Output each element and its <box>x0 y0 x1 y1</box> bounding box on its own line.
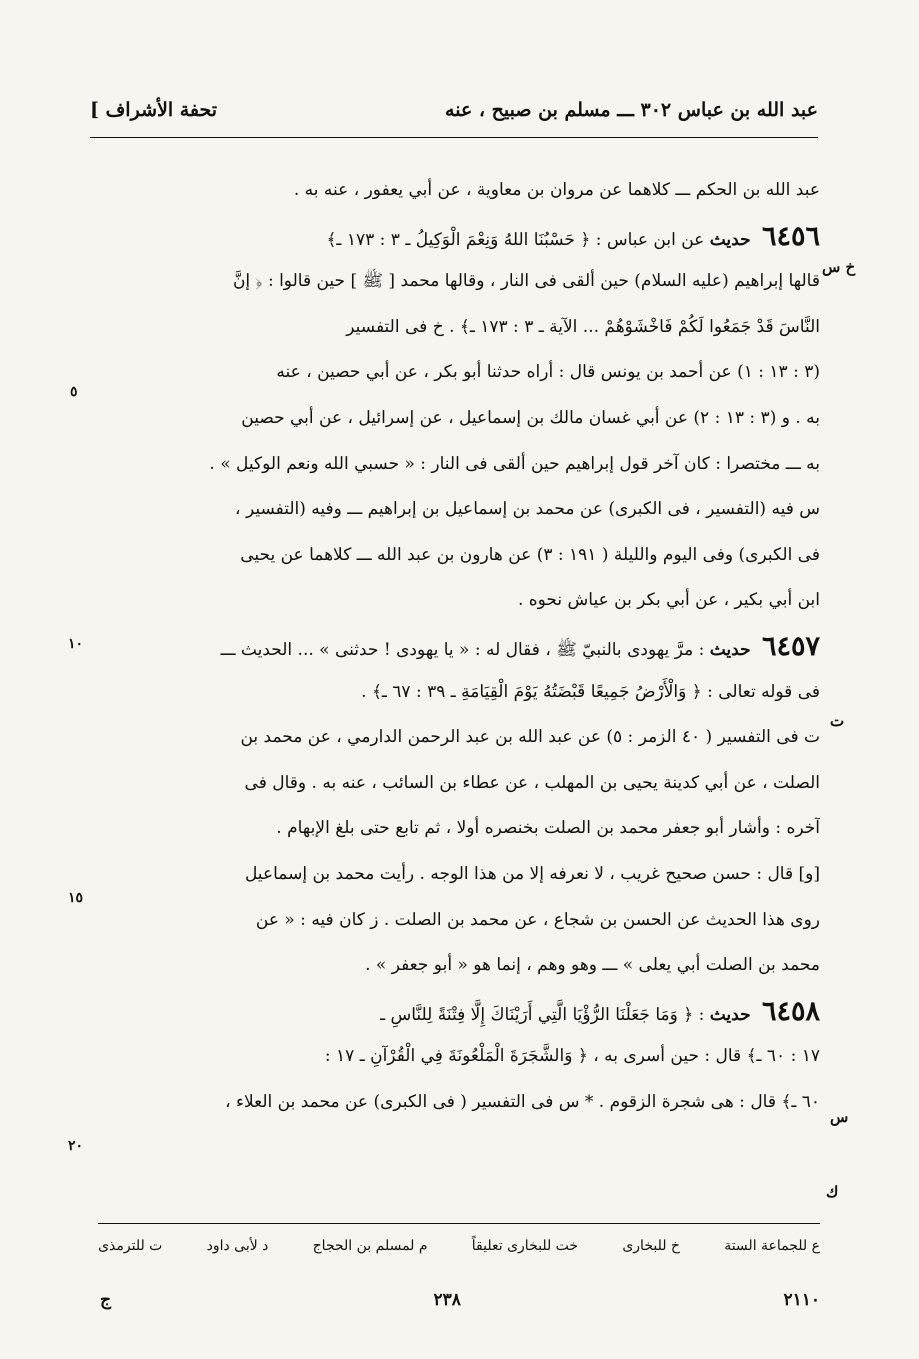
text-line: آخره : وأشار أبو جعفر محمد بن الصلت بخنصره أولا ، ثم تابع حتى بلغ الإبهام . <box>276 818 820 839</box>
legend-item: ع للجماعة الستة <box>724 1238 820 1254</box>
page-footer <box>100 1290 820 1310</box>
text-line: فى قوله تعالى : ﴿ وَالْأَرْضُ جَمِيعًا قَبْضَتُهُ يَوْمَ الْقِيَامَةِ ـ ٣٩ : ٦٧ ـ﴾ . <box>361 681 820 702</box>
text-line: [و] قال : حسن صحيح غريب ، لا نعرفه إلا من هذا الوجه . رأيت محمد بن إسماعيل <box>244 863 820 884</box>
main-text <box>98 168 820 1125</box>
header-book-title: [ تحفة الأشراف <box>90 99 218 121</box>
legend-item: د لأبى داود <box>206 1238 269 1254</box>
sigla-legend <box>98 1238 820 1254</box>
hadith-number: ٦٤٥٦ <box>761 220 820 252</box>
running-header <box>90 92 818 128</box>
text-line: الصلت ، عن أبي كدينة يحيى بن المهلب ، عن عطاء بن السائب ، عنه به . وقال فى <box>244 772 820 793</box>
line-number: ١٥ <box>68 890 84 906</box>
line-number: ٢٠ <box>68 1138 84 1154</box>
margin-siglum: ك <box>826 1183 839 1201</box>
volume-marker: ج <box>100 1290 111 1310</box>
legend-item: خ للبخارى <box>622 1238 680 1254</box>
line-number: ١٠ <box>68 636 84 652</box>
text-line: (٣ : ١٣ : ١) عن أحمد بن يونس قال : أراه حدثنا أبو بكر ، عن أبي حصين ، عنه <box>276 362 820 383</box>
legend-item: خت للبخارى تعليقاً <box>471 1238 579 1254</box>
hadith-heading: ٦٤٥٨ حديث : ﴿ وَمَا جَعَلْنَا الرُّؤْيَا الَّتِي أَرَيْنَاكَ إِلَّا فِتْنَةً لِلنَّاسِ ـ <box>380 995 820 1027</box>
footnote-rule <box>98 1223 820 1224</box>
text-line: س فيه (التفسير ، فى الكبرى) عن محمد بن إسماعيل بن إبراهيم ـــ وفيه (التفسير ، <box>235 499 820 520</box>
page-number: ٢٣٨ <box>433 1290 461 1310</box>
hadith-heading: ٦٤٥٧ حديث : مرَّ يهودى بالنبيّ ﷺ ، فقال له : « يا يهودى ! حدثنى » ... الحديث ـــ <box>220 630 820 662</box>
text-line: ت فى التفسير ( ٤٠ الزمر : ٥) عن عبد الله بن عبد الرحمن الدارمي ، عن محمد بن <box>240 727 820 748</box>
line-number: ٥ <box>70 384 78 400</box>
margin-siglum: س <box>830 1108 849 1126</box>
text-line: عبد الله بن الحكم ـــ كلاهما عن مروان بن معاوية ، عن أبي يعفور ، عنه به . <box>293 180 820 200</box>
hadith-number: ٦٤٥٨ <box>761 995 820 1027</box>
hadith-label: حديث <box>709 639 751 660</box>
entry-number: ٢١١٠ <box>783 1290 820 1310</box>
text-line: النَّاسَ قَدْ جَمَعُوا لَكُمْ فَاخْشَوْهُمْ ... الآية ـ ٣ : ١٧٣ ـ﴾ . خ فى التفسير <box>346 316 820 337</box>
header-section-title: عبد الله بن عباس ٣٠٢ ـــ مسلم بن صبيح ، عنه <box>445 99 818 121</box>
text-line: فى الكبرى) وفى اليوم والليلة ( ١٩١ : ٣) عن هارون بن عبد الله ـــ كلاهما عن يحيى <box>240 544 820 565</box>
margin-siglum: ت <box>830 712 845 730</box>
legend-item: م لمسلم بن الحجاج <box>312 1238 428 1254</box>
hadith-label: حديث <box>709 229 751 250</box>
text-line: ابن أبي بكير ، عن أبي بكر بن عياش نحوه . <box>517 590 820 611</box>
hadith-heading: ٦٤٥٦ حديث عن ابن عباس : ﴿ حَسْبُنَا اللهُ وَنِعْمَ الْوَكِيلُ ـ ٣ : ١٧٣ ـ﴾ <box>326 220 820 252</box>
text-line: به ـــ مختصرا : كان آخر قول إبراهيم حين ألقى فى النار : « حسبي الله ونعم الوكيل » . <box>209 453 820 474</box>
hadith-number: ٦٤٥٧ <box>761 630 820 662</box>
text-line: محمد بن الصلت أبي يعلى » ـــ وهو وهم ، إنما هو « أبو جعفر » . <box>365 955 820 976</box>
hadith-label: حديث <box>709 1004 751 1025</box>
text-line: قالها إبراهيم (عليه السلام) حين ألقى فى النار ، وقالها محمد [ ﷺ ] حين قالوا : ﴿ إنَّ <box>232 271 820 292</box>
header-rule <box>90 137 818 138</box>
text-line: به . و (٣ : ١٣ : ٢) عن أبي غسان مالك بن إسماعيل ، عن إسرائيل ، عن أبي حصين <box>241 407 820 428</box>
legend-item: ت للترمذى <box>98 1238 163 1254</box>
text-line: روى هذا الحديث عن الحسن بن شجاع ، عن محمد بن الصلت . ز كان فيه : « عن <box>255 909 820 930</box>
margin-siglum: خ س <box>822 258 856 276</box>
text-line: ١٧ : ٦٠ ـ﴾ قال : حين أسرى به ، ﴿ وَالشَّجَرَةَ الْمَلْعُونَةَ فِي الْقُرْآنِ ـ ١٧ : <box>324 1046 820 1067</box>
text-line: ٦٠ ـ﴾ قال : هى شجرة الزقوم . * س فى التفسير ( فى الكبرى) عن محمد بن العلاء ، <box>225 1091 820 1112</box>
